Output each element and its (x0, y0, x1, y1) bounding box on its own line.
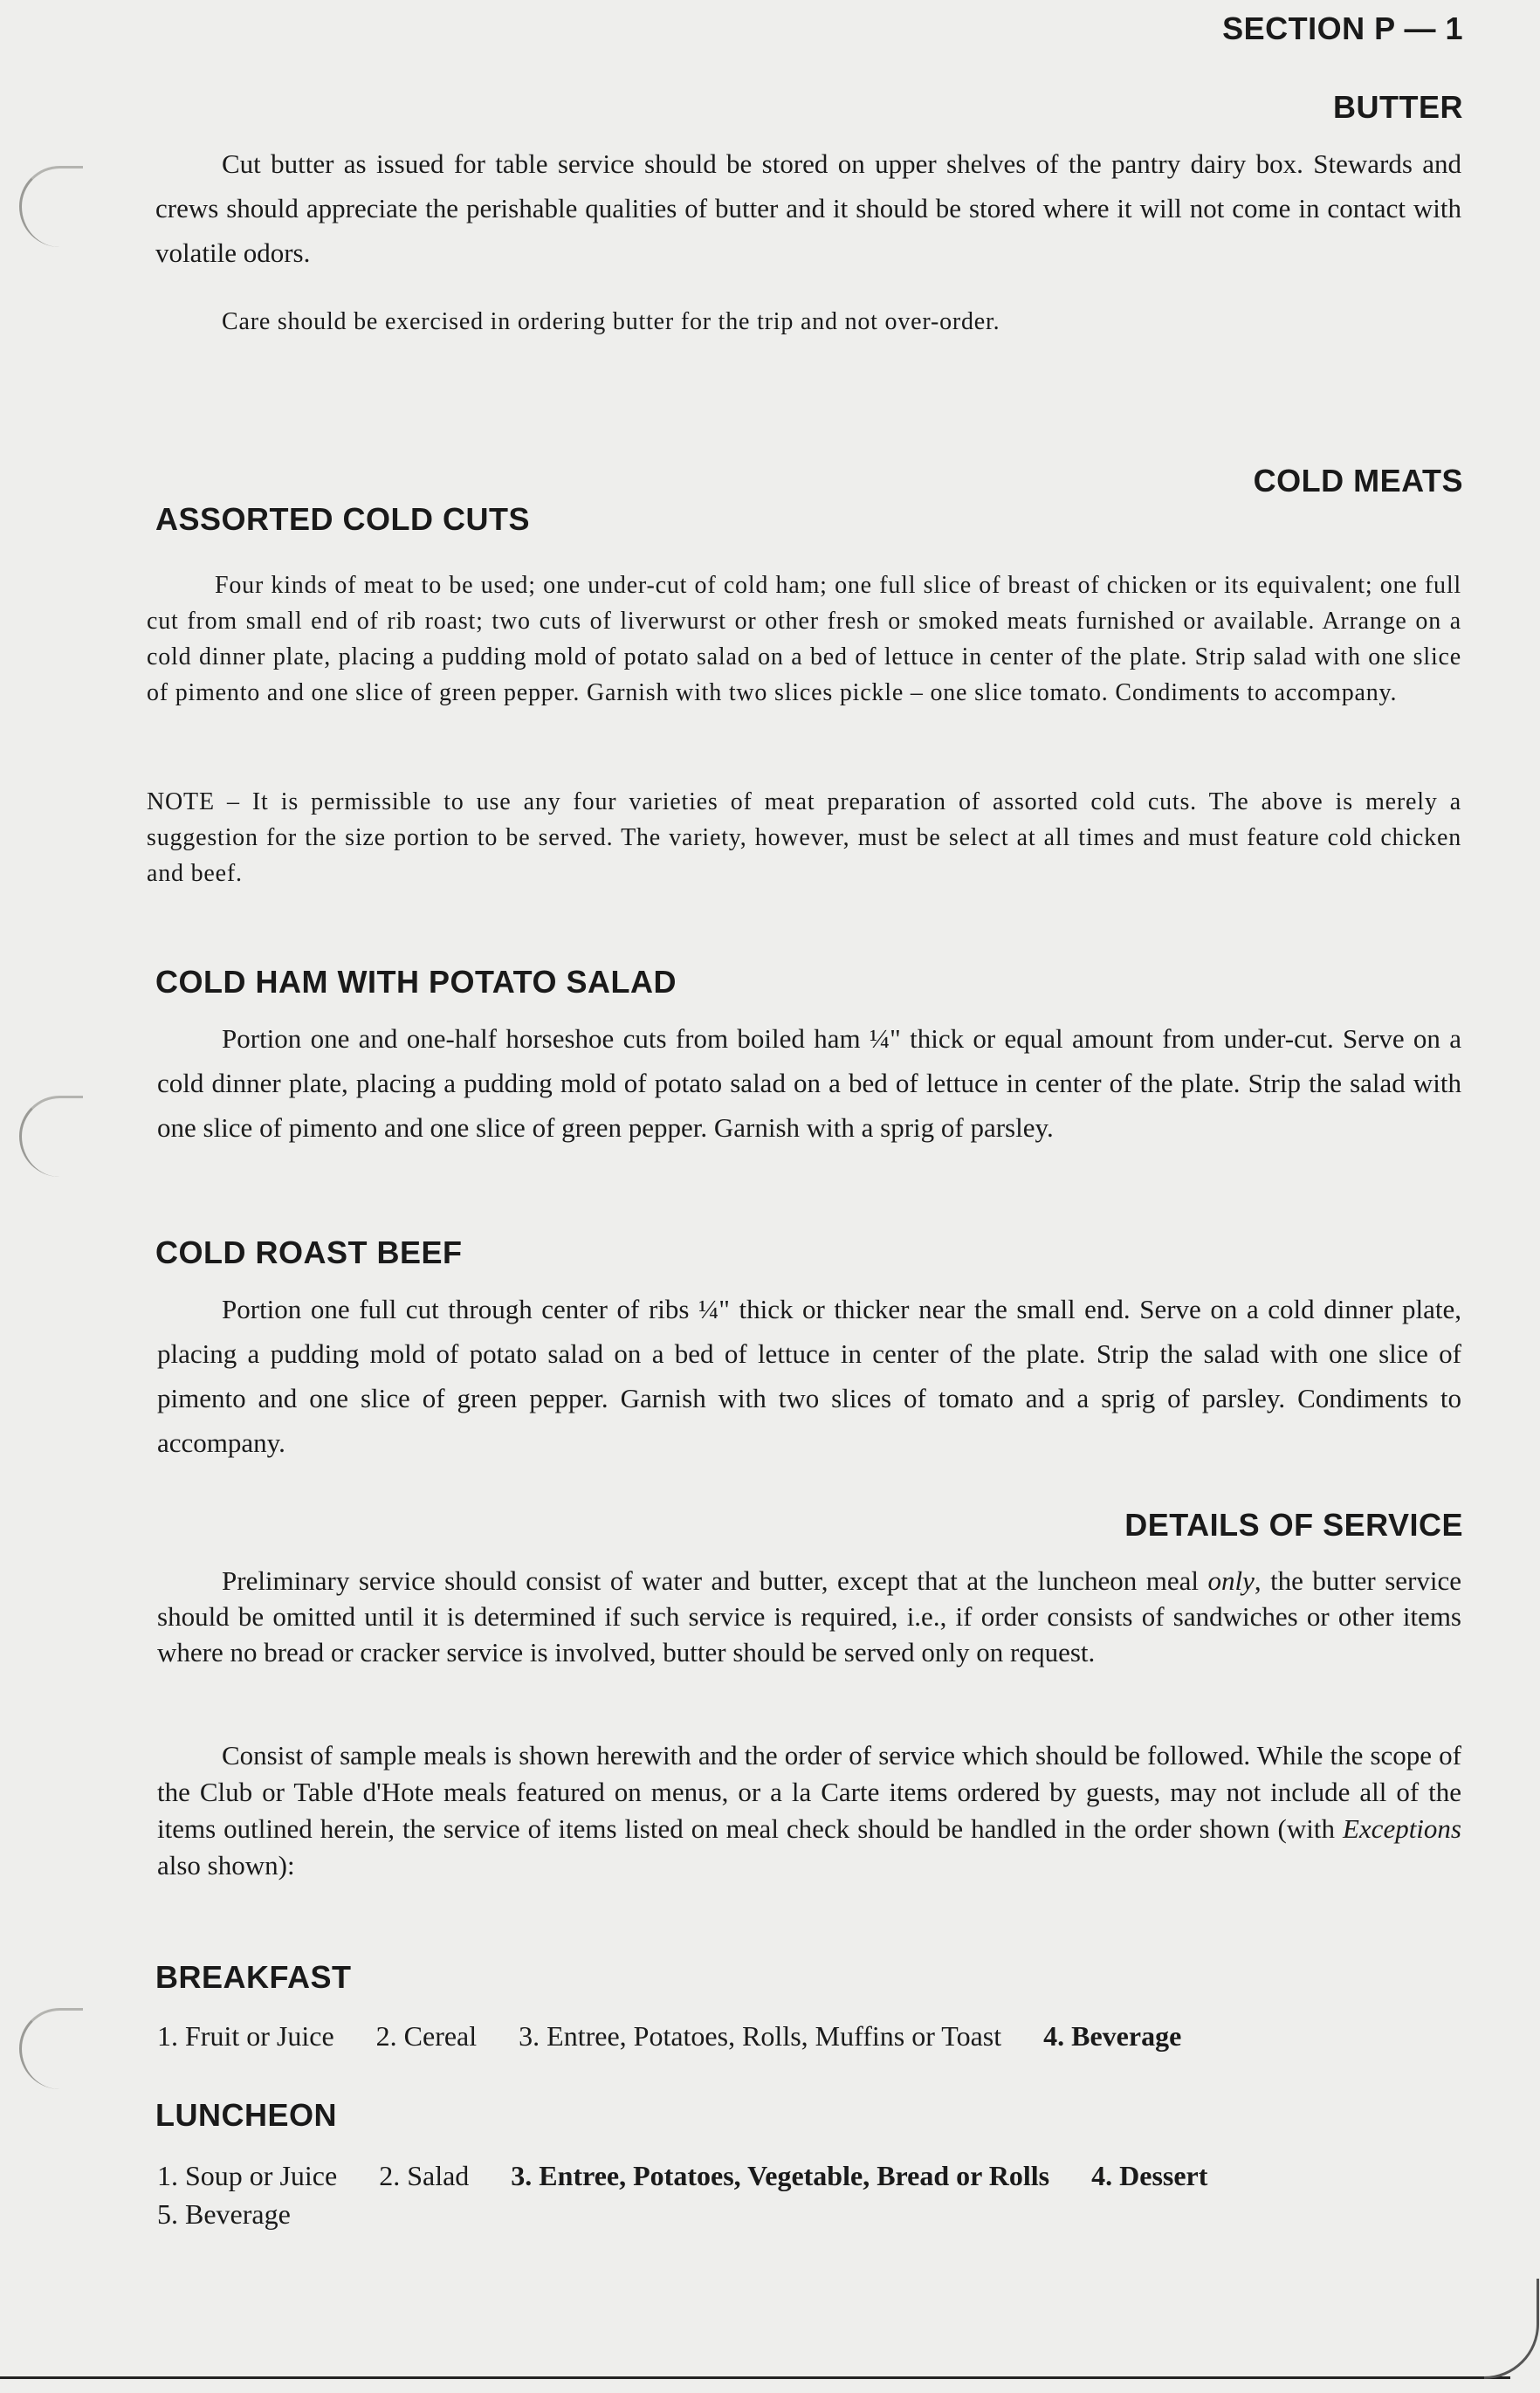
list-item: 4. Dessert (1091, 2160, 1208, 2191)
luncheon-heading: LUNCHEON (155, 2097, 337, 2133)
cold-ham-body: Portion one and one-half horseshoe cuts from boiled ham ¼" thick or equal amount from under-cut. Serve on a cold dinner plate, placing a pudding mold of potato salad on a bed of lettuce in center of the plate. Strip the salad with one slice of pimento and one slice of green pepper. Garnish with a sprig of parsley. (157, 1023, 1461, 1143)
cold-roast-beef-heading: COLD ROAST BEEF (155, 1234, 463, 1270)
page-corner (1484, 2279, 1539, 2379)
details-paragraph-1-text-b: , the butter service should be omitted until it is determined if such service is required, i.e., if order consists of sandwiches or other items where no bread or cracker service is involved, butter should be served only on request. (157, 1565, 1461, 1668)
assorted-cold-cuts-note: NOTE – It is permissible to use any four varieties of meat preparation of assorted cold cuts. The above is merely a suggestion for the size portion to be served. The variety, however, must be select at all times and must feature cold chicken and beef. (147, 788, 1461, 887)
details-of-service-heading: DETAILS OF SERVICE (1124, 1507, 1463, 1543)
assorted-cold-cuts-heading: ASSORTED COLD CUTS (155, 501, 531, 537)
details-paragraph-1-emphasis: only (1207, 1565, 1255, 1596)
list-item: 2. Salad (379, 2160, 470, 2191)
details-paragraph-2-emphasis: Exceptions (1342, 1813, 1461, 1844)
list-item: 1. Soup or Juice (157, 2160, 338, 2191)
butter-paragraph-1: Cut butter as issued for table service should be stored on upper shelves of the pantry dairy box. Stewards and crews should appreciate the perishable qualities of butter and it should be stored where it will not come in contact with volatile odors. (155, 148, 1461, 268)
binder-hole-top (19, 166, 83, 247)
details-paragraph-1-text-a: Preliminary service should consist of water and butter, except that at the luncheon meal (222, 1565, 1208, 1596)
list-item: 4. Beverage (1043, 2020, 1182, 2052)
details-paragraph-2-text-a: Consist of sample meals is shown herewith and the order of service which should be followed. While the scope of the Club or Table d'Hote meals featured on menus, or a la Carte items ordered by guests, may not include all of the items outlined herein, the service of items listed on meal check should be handled in the order shown (with (157, 1740, 1461, 1844)
list-item: 2. Cereal (375, 2020, 478, 2052)
section-header: SECTION P — 1 (1222, 10, 1463, 46)
luncheon-list (157, 2156, 1467, 2233)
butter-heading: BUTTER (1333, 89, 1463, 125)
details-paragraph-2-text-b: also shown): (157, 1850, 295, 1881)
binder-hole-bottom (19, 2008, 83, 2089)
list-item: 5. Beverage (157, 2198, 291, 2230)
list-item: 3. Entree, Potatoes, Rolls, Muffins or Toast (519, 2020, 1002, 2052)
cold-roast-beef-body: Portion one full cut through center of ribs ¼" thick or thicker near the small end. Serve on a cold dinner plate, placing a pudding mold of potato salad on a bed of lettuce in center of the plate. Strip the salad with one slice of pimento and one slice of green pepper. Garnish with two slices of tomato and a sprig of parsley. Condiments to accompany. (157, 1294, 1461, 1458)
page-bottom-edge (0, 2376, 1510, 2379)
breakfast-list (157, 2017, 1467, 2055)
details-paragraph-2 (157, 1737, 1461, 1884)
list-item: 3. Entree, Potatoes, Vegetable, Bread or Rolls (511, 2160, 1050, 2191)
assorted-cold-cuts-body: Four kinds of meat to be used; one under-cut of cold ham; one full slice of breast of chicken or its equivalent; one full cut from small end of rib roast; two cuts of liverwurst or other fresh or smoked meats furnished or available. Arrange on a cold dinner plate, placing a pudding mold of potato salad on a bed of lettuce in center of the plate. Strip salad with one slice of pimento and one slice of green pepper. Garnish with two slices pickle – one slice tomato. Condiments to accompany. (147, 572, 1461, 706)
cold-meats-heading: COLD MEATS (1253, 463, 1463, 499)
cold-ham-heading: COLD HAM WITH POTATO SALAD (155, 964, 677, 1000)
list-item: 1. Fruit or Juice (157, 2020, 334, 2052)
binder-hole-middle (19, 1096, 83, 1177)
breakfast-heading: BREAKFAST (155, 1959, 352, 1995)
butter-paragraph-2: Care should be exercised in ordering butter for the trip and not over-order. (222, 308, 1000, 335)
details-paragraph-1 (157, 1563, 1461, 1670)
